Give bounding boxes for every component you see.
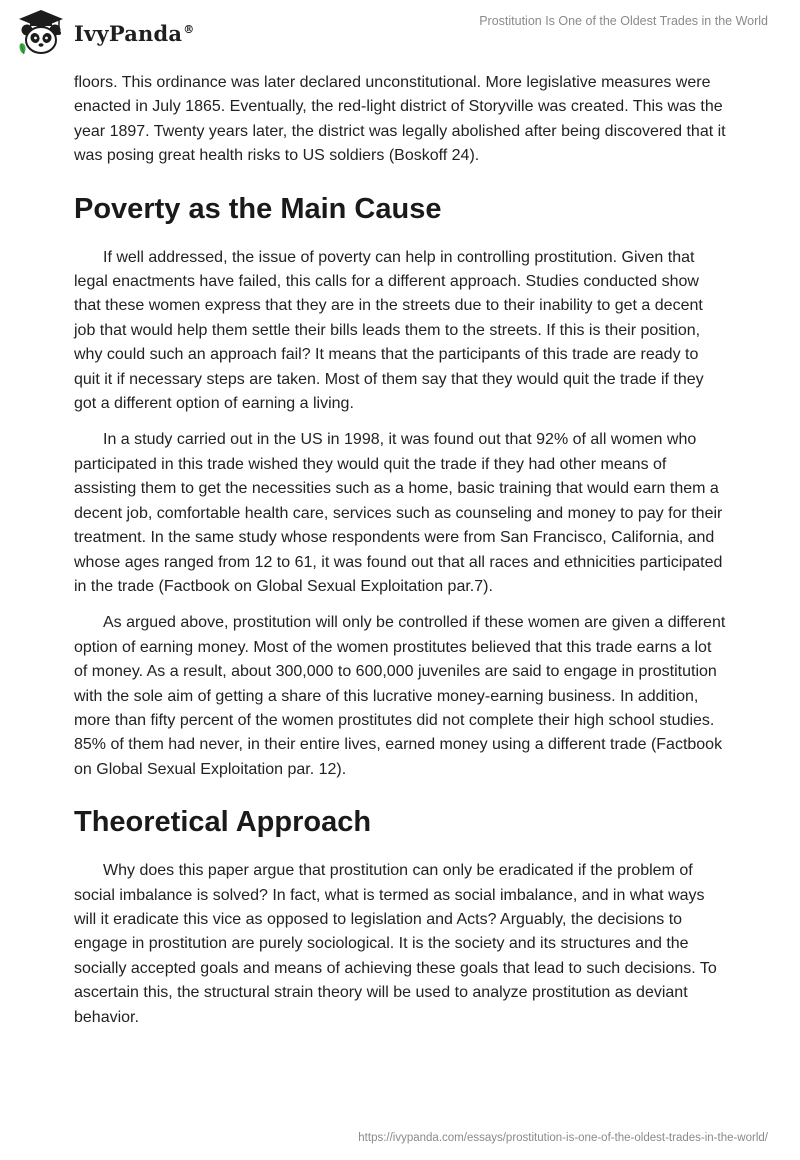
paragraph: If well addressed, the issue of poverty can help in controlling prostitution. Given that legal enactments have failed, this calls for a different approach. Studies conducted show that these women express that they are in the streets due to their inability to get a decent job that would help them settle their bills leads them to the streets. If this is their position, why could such an approach fail? It means that the participants of this trade are ready to quit it if necessary steps are taken. Most of them say that they would quit the trade if they got a different option of earning a living.: [74, 248, 704, 413]
section-heading-poverty: Poverty as the Main Cause: [74, 192, 442, 225]
panda-graduate-icon: [16, 8, 66, 58]
paragraph: Why does this paper argue that prostitution can only be eradicated if the problem of social imbalance is solved? In fact, what is termed as social imbalance, and in what ways will it eradicate this vice as opposed to legislation and Acts? Arguably, the decisions to engage in prostitution are purely sociological. It is the society and its structures and the socially accepted goals and means of achieving these goals that lead to such decisions. To ascertain this, the structural strain theory will be used to analyze prostitution as deviant behavior.: [74, 862, 717, 1026]
paragraph: As argued above, prostitution will only be controlled if these women are given a different option of earning money. Most of the women prostitutes believed that this trade earns a lot of money. As a result, about 300,000 to 600,000 juveniles are said to engage in prostitution with the sole aim of getting a share of this lucrative money-earning business. In addition, more than fifty percent of the women prostitutes did not complete their high school studies. 85% of them had never, in their entire lives, earned money using a different trade (Factbook on Global Sexual Exploitation par. 12).: [74, 614, 726, 778]
paragraph: In a study carried out in the US in 1998, it was found out that 92% of all women who participated in this trade wished they would quit the trade if they had other means of assisting them to get the necessities such as a home, basic training that would earn them a decent job, comfortable health care, services such as counseling and money to pay for their treatment. In the same study whose respondents were from San Francisco, California, and whose ages ranged from 12 to 61, it was found out that all races and ethnicities participated in the trade (Factbook on Global Sexual Exploitation par.7).: [74, 431, 723, 595]
document-title: Prostitution Is One of the Oldest Trades in the World: [479, 14, 768, 28]
ivypanda-logo-link[interactable]: [16, 8, 194, 58]
logo-text: IvyPanda®: [74, 20, 195, 46]
source-url[interactable]: https://ivypanda.com/essays/prostitution-is-one-of-the-oldest-trades-in-the-world/: [358, 1132, 768, 1144]
section-heading-theoretical-approach: Theoretical Approach: [74, 806, 372, 839]
registered-mark: ®: [183, 22, 195, 36]
page-header: [0, 0, 800, 70]
article-body: [74, 71, 726, 1030]
intro-paragraph: floors. This ordinance was later declared unconstitutional. More legislative measures were enacted in July 1865. Eventually, the red-light district of Storyville was created. This was the year 1897. Twenty years later, the district was legally abolished after being discovered that it was posing great health risks to US soldiers (Boskoff 24).: [74, 74, 726, 165]
